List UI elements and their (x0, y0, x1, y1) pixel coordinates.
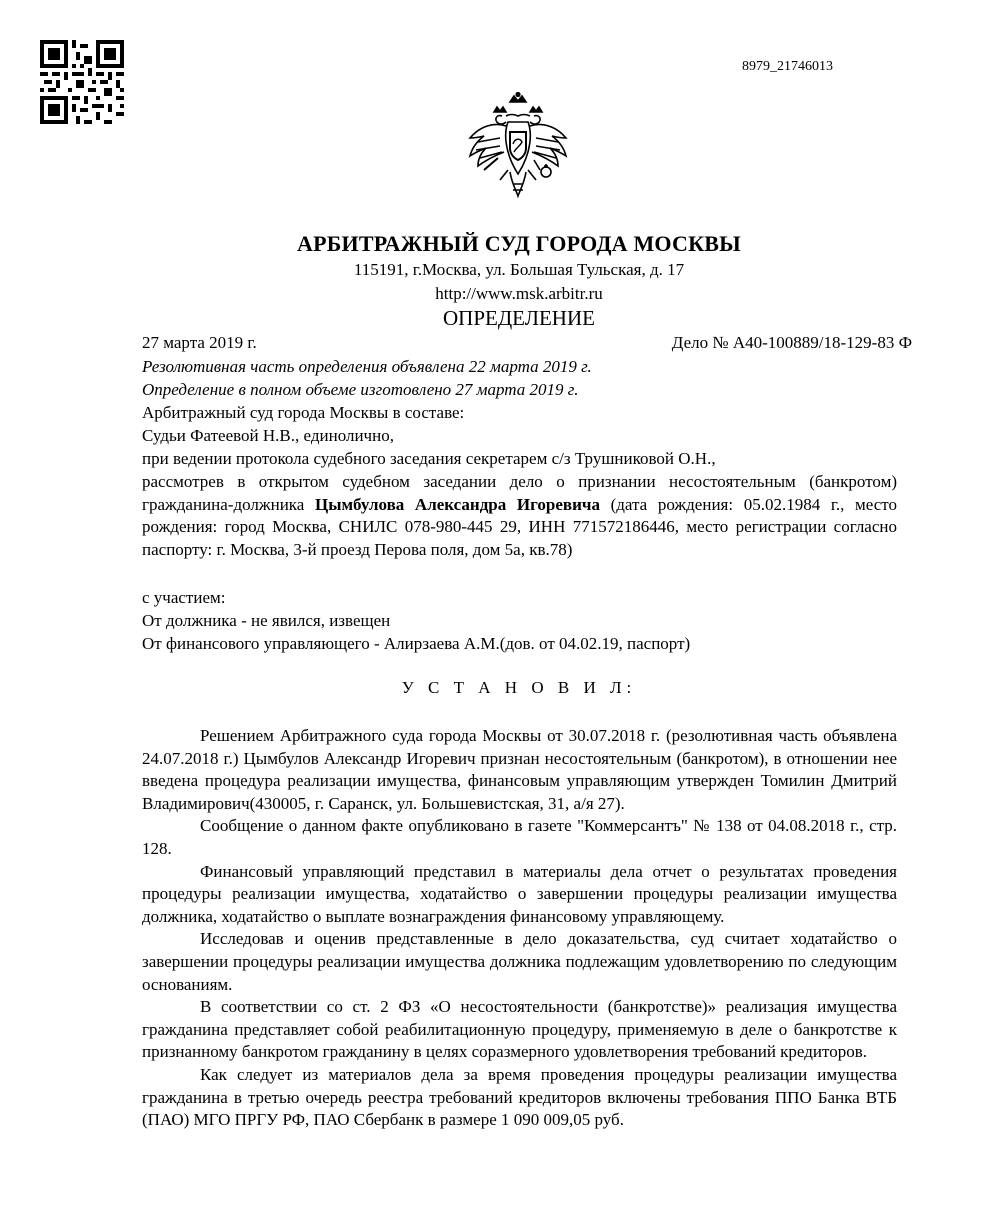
court-composition-line: Арбитражный суд города Москвы в составе: (142, 403, 465, 422)
coat-of-arms-icon (458, 92, 578, 212)
body-paragraph: Решением Арбитражного суда города Москвы от 30.07.2018 г. (резолютивная часть объявлена 24.07.2018 г.) Цымбулов Александр Игоревич признан несостоятельным (банкротом), в отношении нее введена процедура реализации имущества, финансовым управляющим утвержден Томилин Дмитрий Владимирович(430005, г. Саранск, ул. Большевистская, 31, а/я 27). (142, 726, 897, 813)
body-paragraph: Сообщение о данном факте опубликовано в газете "Коммерсантъ" № 138 от 04.08.2018 г., стр. 128. (142, 816, 897, 858)
document-id: 8979_21746013 (742, 59, 833, 74)
body-text (142, 725, 897, 1132)
court-address: 115191, г.Москва, ул. Большая Тульская, д. 17 (353, 260, 685, 279)
qr-code-icon (40, 40, 124, 124)
case-description-paragraph (142, 471, 897, 561)
body-paragraph: Финансовый управляющий представил в материалы дела отчет о результатах проведения процедуры реализации имущества, ходатайство о завершении процедуры реализации имущества должника, ходатайство о выплате вознаграждения финансовому управляющему. (142, 861, 897, 926)
body-paragraph: В соответствии со ст. 2 ФЗ «О несостоятельности (банкротстве)» реализация имущества гражданина представляет собой реабилитационную процедуру, применяемую в деле о банкротстве к признанному банкротом гражданину в целях соразмерного удовлетворения требований кредиторов. (142, 997, 897, 1062)
document-type: ОПРЕДЕЛЕНИЕ (443, 306, 595, 330)
case-description-text: рассмотрев в открытом судебном заседании дело о признании несостоятельным (банкротом) гражданина-должника (142, 472, 897, 514)
participation-line: с участием: (142, 588, 226, 607)
secretary-line: при ведении протокола судебного заседания секретарем с/з Трушниковой О.Н., (142, 449, 716, 468)
debtor-name: Цымбулова Александра Игоревича (314, 494, 600, 514)
judge-line: Судьи Фатеевой Н.В., единолично, (142, 426, 394, 445)
debtor-details-text: (дата рождения: 05.02.1984 г., место рождения: город Москва, СНИЛС 078-980-445 29, ИНН 771572186446, место регистрации согласно паспорту: г. Москва, 3-й проезд Перова поля, дом 5а, кв.78) (142, 494, 897, 559)
court-name: АРБИТРАЖНЫЙ СУД ГОРОДА МОСКВЫ (297, 231, 741, 256)
manager-presence-line: От финансового управляющего - Алирзаева А.М.(дов. от 04.02.19, паспорт) (142, 634, 691, 653)
resolution-announced-line: Резолютивная часть определения объявлена 22 марта 2019 г. (142, 357, 592, 376)
body-paragraph: Как следует из материалов дела за время проведения процедуры реализации имущества гражданина в третью очередь реестра требований кредиторов включены требования ППО Банка ВТБ (ПАО) МГО ПРГУ РФ, ПАО Сбербанк в размере 1 090 009,05 руб. (142, 1064, 897, 1130)
full-text-made-line: Определение в полном объеме изготовлено 27 марта 2019 г. (142, 380, 579, 399)
case-number: Дело № А40-100889/18-129-83 Ф (671, 333, 912, 352)
document-date: 27 марта 2019 г. (142, 333, 257, 352)
court-website: http://www.msk.arbitr.ru (435, 284, 603, 303)
section-title: У С Т А Н О В И Л: (401, 678, 637, 697)
debtor-presence-line: От должника - не явился, извещен (142, 611, 391, 630)
body-paragraph: Исследовав и оценив представленные в дело доказательства, суд считает ходатайство о завершении процедуры реализации имущества должника подлежащим удовлетворению по следующим основаниям. (142, 929, 897, 994)
